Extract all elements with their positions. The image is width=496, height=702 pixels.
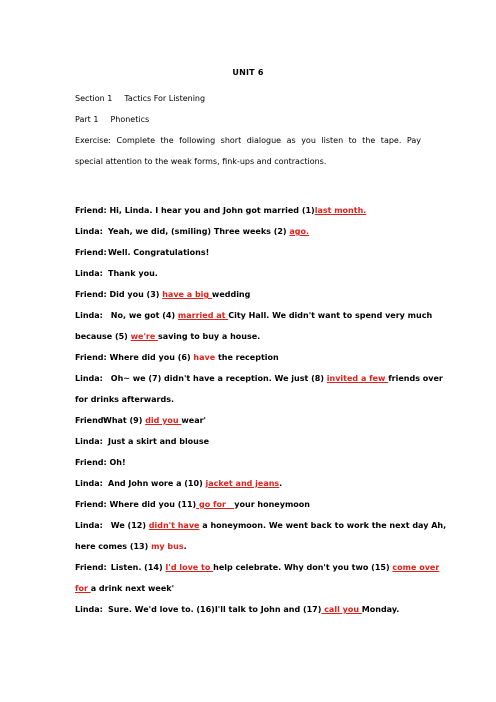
dialogue-text: Yeah, we did, (smiling) Three weeks (2) — [108, 227, 290, 236]
dialogue-text: What (9) — [103, 416, 146, 425]
answer-8: invited a few — [326, 374, 389, 383]
answer-6: have — [193, 353, 216, 362]
dialogue-text: Thank you. — [108, 269, 158, 278]
dialogue-line-6 — [75, 310, 433, 321]
dialogue-text: Friend: Did you (3) — [75, 290, 163, 299]
dialogue-line-12 — [75, 436, 421, 447]
speaker-friend: Friend: — [75, 563, 107, 572]
exercise-line-2: special attention to the weak forms, fink-ups and contractions. — [75, 157, 327, 166]
section-name: Tactics For Listening — [124, 94, 206, 103]
answer-2: ago. — [289, 227, 310, 236]
dialogue-text: the reception — [215, 353, 279, 362]
dialogue-text: Sure. We'd love to. (16)I'll talk to John and (17) — [108, 605, 322, 614]
dialogue-line-13: Friend: Oh! — [75, 458, 126, 467]
answer-15: come over — [392, 563, 440, 572]
dialogue-text: friends over — [388, 374, 443, 383]
dialogue-text: . — [279, 479, 283, 488]
answer-14: I'd love to — [165, 563, 214, 572]
answer-15-cont: for — [75, 584, 91, 593]
answer-13: my bus — [151, 542, 184, 551]
dialogue-text: Listen. (14) — [110, 563, 166, 572]
answer-10: jacket and jeans — [205, 479, 280, 488]
dialogue-text: No, we got (4) — [110, 311, 178, 320]
dialogue-line-19 — [75, 583, 421, 594]
dialogue-text: help celebrate. Why don't you two (15) — [213, 563, 393, 572]
dialogue-line-2 — [75, 226, 421, 237]
dialogue-line-7 — [75, 331, 421, 342]
answer-9: did you — [145, 416, 182, 425]
dialogue-text: . — [183, 542, 187, 551]
speaker-friend: Friend: — [75, 248, 107, 257]
dialogue-text: And John wore a (10) — [108, 479, 206, 488]
dialogue-text: City Hall. We didn't want to spend very much — [228, 311, 433, 320]
answer-1: last month. — [314, 206, 367, 215]
dialogue-line-18 — [75, 562, 440, 573]
dialogue-line-4 — [75, 268, 421, 279]
dialogue-text: We (12) — [110, 521, 149, 530]
speaker-linda: Linda: — [75, 479, 103, 488]
unit-title: UNIT 6 — [232, 68, 264, 77]
speaker-linda: Linda: — [75, 437, 103, 446]
dialogue-text: Monday. — [361, 605, 400, 614]
answer-11: go for — [196, 500, 235, 509]
dialogue-line-3 — [75, 247, 421, 258]
section-heading — [75, 93, 421, 104]
dialogue-text: a drink next week' — [90, 584, 175, 593]
section-label: Section 1 — [75, 94, 113, 103]
dialogue-text: saving to buy a house. — [158, 332, 261, 341]
part-heading — [75, 114, 421, 125]
dialogue-text: Oh~ we (7) didn't have a reception. We just (8) — [110, 374, 327, 383]
dialogue-line-5 — [75, 289, 421, 300]
dialogue-text: Friend: Where did you (11) — [75, 500, 197, 509]
dialogue-line-16 — [75, 520, 447, 531]
dialogue-text: Just a skirt and blouse — [108, 437, 210, 446]
dialogue-line-14 — [75, 478, 421, 489]
dialogue-text: Friend: Hi, Linda. I hear you and John got married (1) — [75, 206, 315, 215]
dialogue-text: your honeymoon — [234, 500, 310, 509]
dialogue-text: because (5) — [75, 332, 131, 341]
dialogue-text: here comes (13) — [75, 542, 152, 551]
answer-4: married at — [177, 311, 229, 320]
answer-3: have a big — [162, 290, 212, 299]
dialogue-line-15 — [75, 499, 421, 510]
dialogue-text: a honeymoon. We went back to work the next day Ah, — [199, 521, 447, 530]
dialogue-line-9 — [75, 373, 443, 384]
dialogue-line-11 — [75, 415, 421, 426]
dialogue-line-17 — [75, 541, 421, 552]
dialogue-text: Friend: Where did you (6) — [75, 353, 194, 362]
dialogue-text: wedding — [211, 290, 251, 299]
speaker-linda: Linda: — [75, 605, 103, 614]
speaker-friend: Friend: — [75, 416, 107, 425]
part-label: Part 1 — [75, 115, 99, 124]
dialogue-line-8 — [75, 352, 421, 363]
speaker-linda: Linda: — [75, 311, 103, 320]
speaker-linda: Linda: — [75, 374, 103, 383]
part-name: Phonetics — [110, 115, 150, 124]
answer-5: we're — [130, 332, 159, 341]
dialogue-line-1 — [75, 205, 421, 216]
speaker-linda: Linda: — [75, 269, 103, 278]
dialogue-line-20 — [75, 604, 421, 615]
dialogue-line-10: for drinks afterwards. — [75, 395, 175, 404]
speaker-linda: Linda: — [75, 521, 103, 530]
speaker-linda: Linda: — [75, 227, 103, 236]
answer-17: call you — [321, 605, 362, 614]
dialogue-text: Well. Congratulations! — [108, 248, 210, 257]
answer-12: didn't have — [148, 521, 200, 530]
exercise-line-1: Exercise: Complete the following short dialogue as you listen to the tape. Pay — [75, 136, 421, 145]
dialogue-text: wear' — [181, 416, 206, 425]
